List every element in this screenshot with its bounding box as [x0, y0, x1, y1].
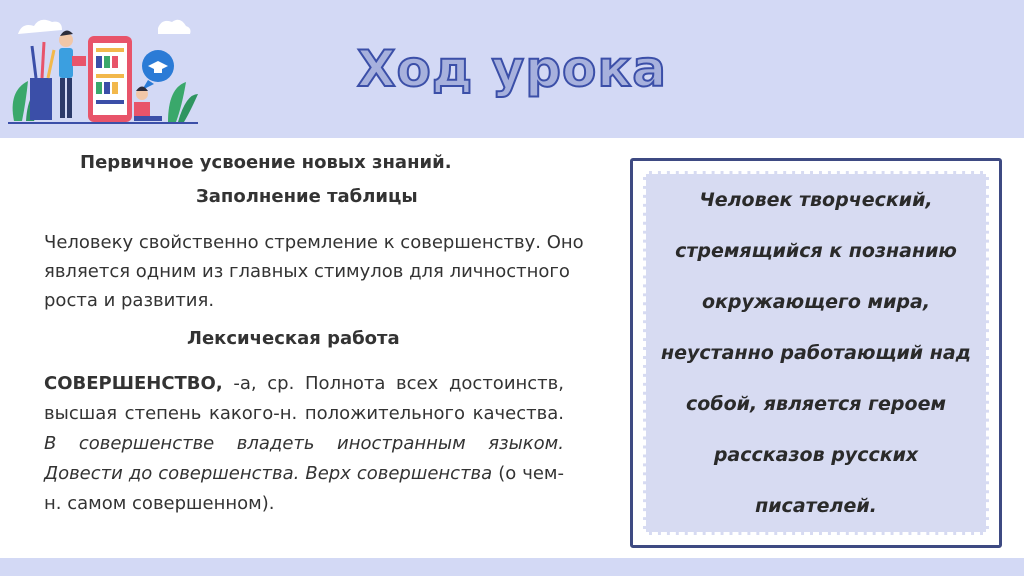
section-heading-lexical: Лексическая работа — [187, 328, 400, 349]
quote-text: Человек творческий, стремящийся к познанию окружающего мира, неустанно работающий над собой, является героем рассказов русских писателей. — [660, 188, 971, 517]
quote-box — [643, 171, 989, 535]
definition-paragraph — [44, 369, 564, 519]
section-heading-table: Заполнение таблицы — [196, 186, 418, 207]
section-heading-primary: Первичное усвоение новых знаний. — [80, 152, 452, 173]
definition-text: -а, ср. Полнота всех достоинств, высшая степень какого-н. положительного качества. — [44, 373, 564, 424]
footer-band — [0, 558, 1024, 576]
definition-note: (о чем-н. самом совершенном). — [44, 463, 565, 514]
definition-examples: В совершенстве владеть иностранным языком. Довести до совершенства. Верх совершенства — [44, 433, 564, 484]
intro-paragraph: Человеку свойственно стремление к совершенству. Оно является одним из главных стимулов для личностного роста и развития. — [44, 232, 584, 311]
quote-frame — [630, 158, 1002, 548]
definition-term: СОВЕРШЕНСТВО, — [44, 373, 223, 394]
page-title: Ход урока — [356, 40, 668, 98]
